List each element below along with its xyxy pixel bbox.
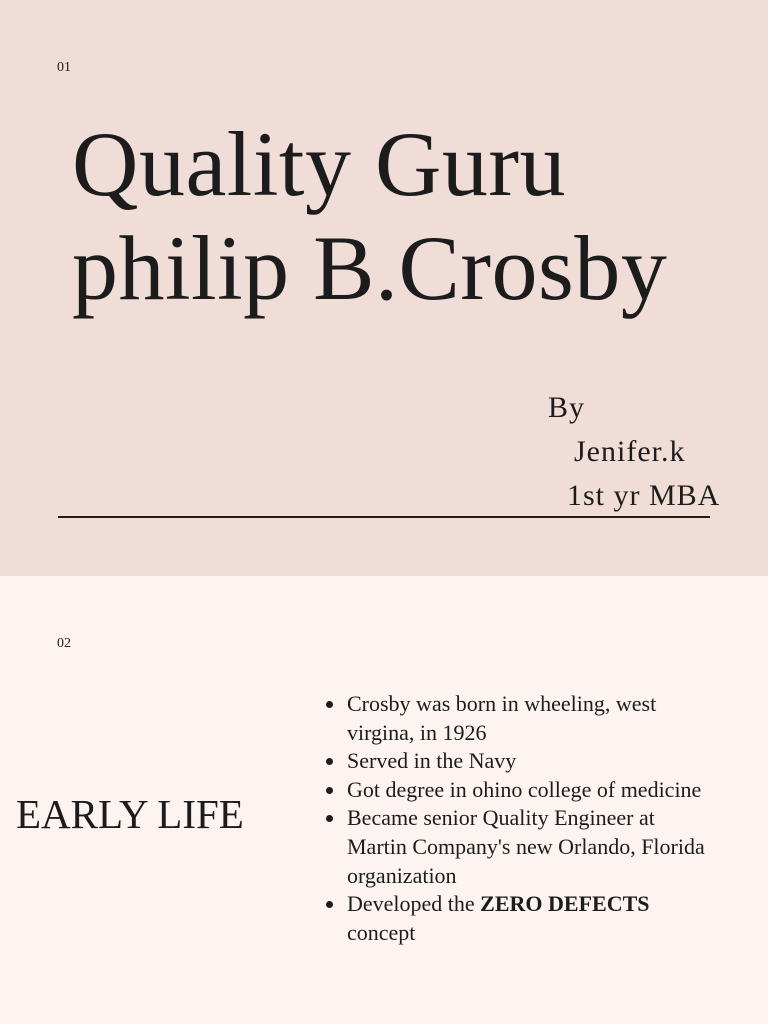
divider-line	[58, 516, 710, 518]
early-life-slide	[0, 576, 768, 1024]
slide-number: 01	[57, 60, 71, 75]
bullet-emphasis: ZERO DEFECTS	[480, 891, 650, 917]
author-name: Jenifer.k	[574, 435, 686, 468]
section-heading: EARLY LIFE	[16, 791, 244, 837]
slide-title	[72, 112, 667, 320]
bullet-text-suffix: concept	[347, 919, 416, 945]
author-course: 1st yr MBA	[567, 479, 721, 512]
list-item: Became senior Quality Engineer at Martin Company's new Orlando, Florida organization	[347, 804, 717, 890]
bullet-list	[347, 690, 717, 947]
list-item: Served in the Navy	[347, 747, 717, 776]
list-item: Crosby was born in wheeling, west virgina, in 1926	[347, 690, 717, 747]
title-line-2: philip B.Crosby	[72, 217, 668, 319]
slide-number: 02	[57, 636, 71, 651]
bullet-text-prefix: Developed the	[347, 891, 481, 917]
title-line-1: Quality Guru	[72, 113, 567, 215]
list-item: Got degree in ohino college of medicine	[347, 776, 717, 805]
by-label: By	[548, 391, 586, 424]
list-item	[347, 890, 717, 947]
